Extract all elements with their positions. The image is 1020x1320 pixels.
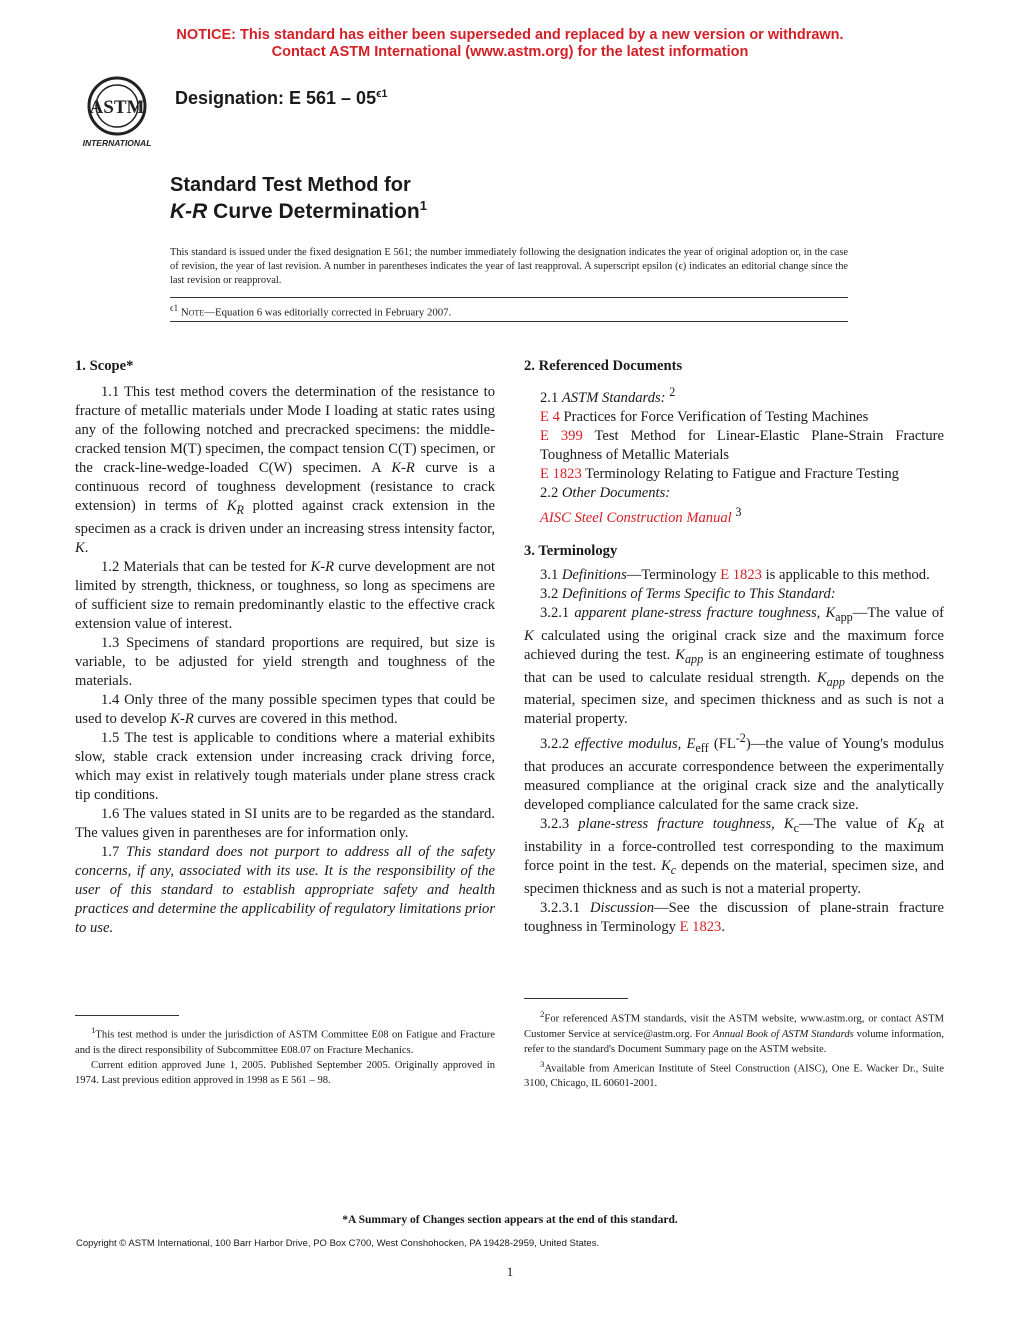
para-1-6: 1.6 The values stated in SI units are to be regarded as the standard. The values given in parentheses are for information only. [75,805,495,841]
link-e4[interactable]: E 4 [540,408,560,425]
reference-e4: E 4 Practices for Force Verification of Testing Machines [540,408,869,425]
svg-text:ASTM: ASTM [89,97,145,118]
footnotes-right [524,1007,944,1091]
epsilon-note: $^{\epsilon 1}$ Note—Equation 6 was editorially corrected in February 2007. [170,303,452,319]
left-column [75,357,495,938]
summary-of-changes-note: *A Summary of Changes section appears at the end of this standard. [342,1214,678,1226]
reference-e1823: E 1823 Terminology Relating to Fatigue and Fracture Testing [540,465,899,482]
para-3-1: 3.1 Definitions—Terminology E 1823 is applicable to this method. [540,566,930,583]
section-heading-referenced-documents: 2. Referenced Documents [524,358,683,374]
link-e399[interactable]: E 399 [540,427,583,444]
para-1-2: 1.2 Materials that can be tested for K-R curve development are not limited by strength, thickness, or toughness, so long as specimens are of sufficient size to remain predominantly elastic to the effective crack extension value of interest. [75,558,496,632]
para-3-2-1: 3.2.1 apparent plane-stress fracture toughness, $K_{app}—The$ value of K calculated using the original crack size and the maximum force achieved during the test. $K_{app}$ is an engineering estimate of toughness that can be used to calculate residual strength. $K_{app}$ depends on the material, specimen size, and specimen thickness and as such is not a material property. [524,604,945,728]
para-1-5: 1.5 The test is applicable to conditions where a material exhibits slow, stable crack extension under increasing crack driving force, which may exist in relatively tough materials under plane stress crack tip conditions. [75,729,495,803]
footnote-2: $^2$For referenced ASTM standards, visit the ASTM website, www.astm.org, or contact ASTM Customer Service at service@astm.org. For Annual Book of ASTM Standards volume information, refer to the standard's Document Summary page on the ASTM website. [524,1009,944,1055]
reference-e399: E 399 Test Method for Linear-Elastic Plane-Strain Fracture Toughness of Metallic Materials [540,427,944,463]
astm-logo [72,76,162,150]
svg-text:INTERNATIONAL: INTERNATIONAL [82,138,152,148]
section-heading-terminology: 3. Terminology [524,542,618,559]
notice-line-1: NOTICE: This standard has either been superseded and replaced by a new version or withdrawn. [176,27,844,43]
para-3-2-2: 3.2.2 effective modulus, $E_{eff}$ $(FL^{-2})—the$ value of Young's modulus that produces an accurate correspondence between the experimentally measured compliance at the original crack size and the analytically developed compliance calculated for the same crack size. [524,731,944,814]
footnote-divider [524,998,628,999]
section-heading-scope: 1. Scope* [75,358,134,374]
right-column [524,357,944,937]
footnote-1-approval: Current edition approved June 1, 2005. Published September 2005. Originally approved in 1974. Last previous edition approved in 1998 as E 561 – 98. [75,1059,495,1086]
title-line-2: K-R Curve Determination$^1$ [170,198,427,223]
para-3-2: 3.2 Definitions of Terms Specific to This Standard: [540,585,836,602]
link-e1823[interactable]: E 1823 [720,566,762,583]
notice-line-2: Contact ASTM International (www.astm.org) for the latest information [271,44,749,60]
issued-note: This standard is issued under the fixed designation E 561; the number immediately following the designation indicates the year of original adoption or, in the case of revision, the year of last revision. A number in parentheses indicates the year of last reapproval. A superscript epsilon (ϵ) indicates an editorial change since the last revision or reapproval. [170,247,848,286]
para-1-7: 1.7 This standard does not purport to address all of the safety concerns, if any, associated with its use. It is the responsibility of the user of this standard to establish appropriate safety and health practices and determine the applicability of regulatory limitations prior to use. [75,843,495,936]
footnote-1: $^1$This test method is under the jurisdiction of ASTM Committee E08 on Fatigue and Fracture and is the direct responsibility of Subcommittee E08.07 on Fracture Mechanics. [75,1025,495,1056]
para-1-1: 1.1 This test method covers the determination of the resistance to fracture of metallic materials under Mode I loading at static rates using any of the following notched and precracked specimens: the middle-cracked tension M(T) specimen, the compact tension C(T) specimen, or the crack-line-wedge-loaded C(W) specimen. A K-R curve is a continuous record of toughness development (resistance to crack extension) in terms of $K_R$ plotted against crack extension in the specimen as a crack is driven under an increasing stress intensity factor, K. [75,384,495,556]
footnote-divider [75,1015,179,1016]
divider [170,297,848,298]
copyright: Copyright © ASTM International, 100 Barr Harbor Drive, PO Box C700, West Conshohocken, PA 19428-2959, United States. [76,1238,600,1249]
para-2-1: 2.1 ASTM Standards: $^2$ [540,385,676,406]
para-1-4: 1.4 Only three of the many possible specimen types that could be used to develop K-R curves are covered in this method. [75,691,495,727]
astm-logo-icon [72,76,162,150]
designation-superscript: ϵ1 [376,88,388,100]
link-e1823[interactable]: E 1823 [540,465,582,482]
footnote-3: $^3$Available from American Institute of Steel Construction (AISC), One E. Wacker Dr., Suite 3100, Chicago, IL 60601-2001. [524,1058,944,1090]
designation: Designation: E $561 - 05^{\epsilon 1}$ [175,88,388,108]
para-1-3: 1.3 Specimens of standard proportions are required, but size is variable, to be adjusted for yield strength and toughness of the materials. [75,634,495,689]
para-3-2-3-1: 3.2.3.1 Discussion—See the discussion of plane-strain fracture toughness in Terminology E 1823. [524,900,944,936]
footnotes-left [75,1023,495,1088]
divider [170,321,848,322]
para-3-2-3: 3.2.3 plane-stress fracture toughness, $K_c—The$ value of $K_R$ at instability in a force-controlled test corresponding to the maximum force point in the test. $K_c$ depends on the material, specimen size, and specimen thickness and as such is not a material property. [524,816,945,898]
page-number: 1 [506,1264,514,1279]
title-line-1: Standard Test Method for [170,174,411,196]
link-aisc-manual[interactable]: AISC Steel Construction Manual [540,509,732,526]
link-e1823[interactable]: E 1823 [679,919,722,936]
para-2-2: 2.2 Other Documents: [540,484,671,501]
reference-aisc: AISC Steel Construction Manual $^3$ [540,504,742,526]
